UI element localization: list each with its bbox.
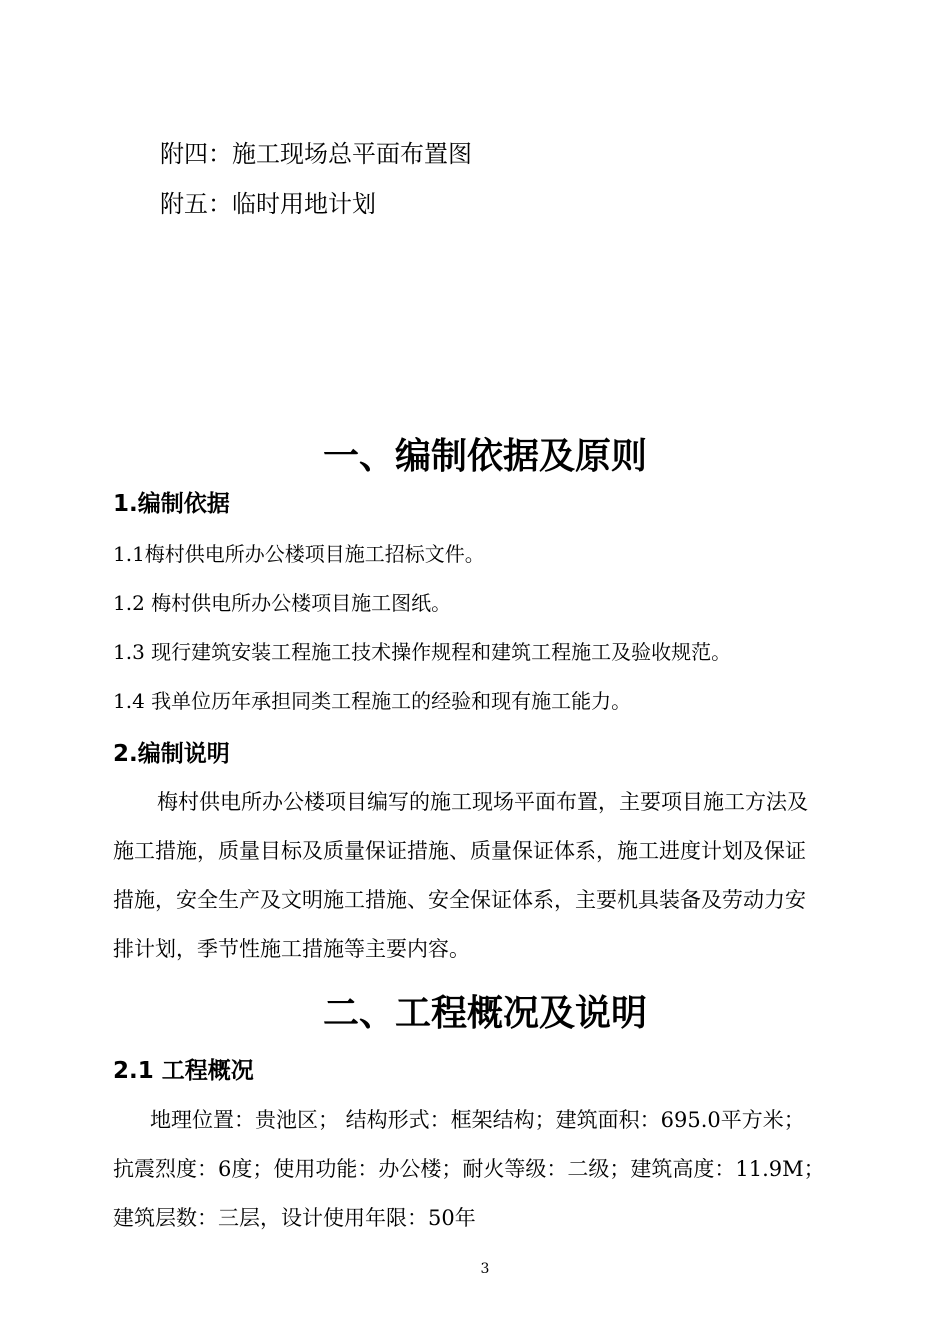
list-item: 1.4 我单位历年承担同类工程施工的经验和现有施工能力。: [113, 689, 632, 713]
paragraph-line: 措施，安全生产及文明施工措施、安全保证体系，主要机具装备及劳动力安: [113, 888, 806, 912]
section-1-title: 一、编制依据及原则: [322, 436, 647, 477]
list-item: 1.2 梅村供电所办公楼项目施工图纸。: [113, 591, 452, 615]
paragraph-line: 抗震烈度：6度；使用功能：办公楼；耐火等级：二级；建筑高度：11.9M；: [113, 1157, 825, 1181]
section-2-title: 二、工程概况及说明: [322, 993, 647, 1034]
paragraph-line: 梅村供电所办公楼项目编写的施工现场平面布置，主要项目施工方法及: [157, 790, 808, 814]
section-1-1-heading: 1.编制依据: [113, 491, 230, 517]
paragraph-line: 建筑层数：三层，设计使用年限：50年: [113, 1206, 476, 1230]
paragraph-line: 施工措施，质量目标及质量保证措施、质量保证体系，施工进度计划及保证: [113, 839, 806, 863]
toc-item-5: 附五：临时用地计划: [160, 190, 376, 218]
section-1-2-heading: 2.编制说明: [113, 741, 230, 767]
paragraph-line: 排计划，季节性施工措施等主要内容。: [113, 937, 470, 961]
toc-item-4: 附四：施工现场总平面布置图: [160, 140, 472, 168]
paragraph-line: 地理位置：贵池区； 结构形式：框架结构；建筑面积：695.0平方米；: [150, 1108, 805, 1132]
page-number: 3: [480, 1261, 490, 1277]
list-item: 1.3 现行建筑安装工程施工技术操作规程和建筑工程施工及验收规范。: [113, 640, 732, 664]
section-2-1-heading: 2.1 工程概况: [113, 1058, 254, 1084]
list-item: 1.1梅村供电所办公楼项目施工招标文件。: [113, 542, 485, 566]
